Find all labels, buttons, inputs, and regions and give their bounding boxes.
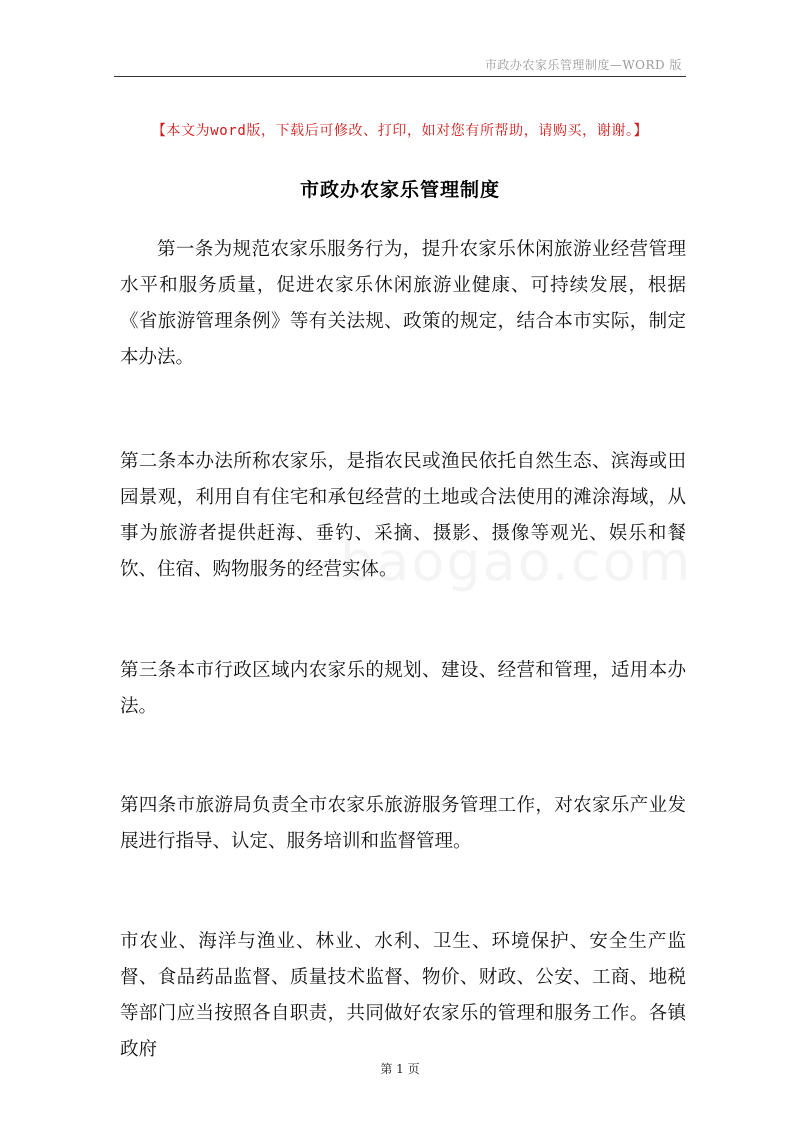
document-title: 市政办农家乐管理制度: [299, 179, 500, 201]
running-header: 市政办农家乐管理制度—WORD 版: [484, 58, 682, 72]
paragraph-article-4: 第四条市旅游局负责全市农家乐旅游服务管理工作，对农家乐产业发展进行指导、认定、服务培训和监督管理。: [120, 795, 686, 852]
download-notice: 【本文为word版，下载后可修改、打印，如对您有所帮助，请购买，谢谢。】: [151, 123, 649, 139]
paragraph-article-3: 第三条本市行政区域内农家乐的规划、建设、经营和管理，适用本办法。: [120, 660, 686, 717]
paragraph-article-2: 第二条本办法所称农家乐，是指农民或渔民依托自然生态、滨海或田园景观，利用自有住宅和承包经营的土地或合法使用的滩涂海域，从事为旅游者提供赶海、垂钓、采摘、摄影、摄像等观光、娱乐和餐饮、住宿、购物服务的经营实体。: [120, 451, 686, 580]
header-divider: [114, 76, 686, 77]
paragraph-article-1: 第一条为规范农家乐服务行为，提升农家乐休闲旅游业经营管理水平和服务质量，促进农家乐休闲旅游业健康、可持续发展，根据《省旅游管理条例》等有关法规、政策的规定，结合本市实际，制定本办法。: [120, 239, 686, 368]
page-number: 第 1 页: [380, 1062, 420, 1076]
paragraph-departments: 市农业、海洋与渔业、林业、水利、卫生、环境保护、安全生产监督、食品药品监督、质量技术监督、物价、财政、公安、工商、地税等部门应当按照各自职责，共同做好农家乐的管理和服务工作。各镇政府: [120, 931, 686, 1060]
